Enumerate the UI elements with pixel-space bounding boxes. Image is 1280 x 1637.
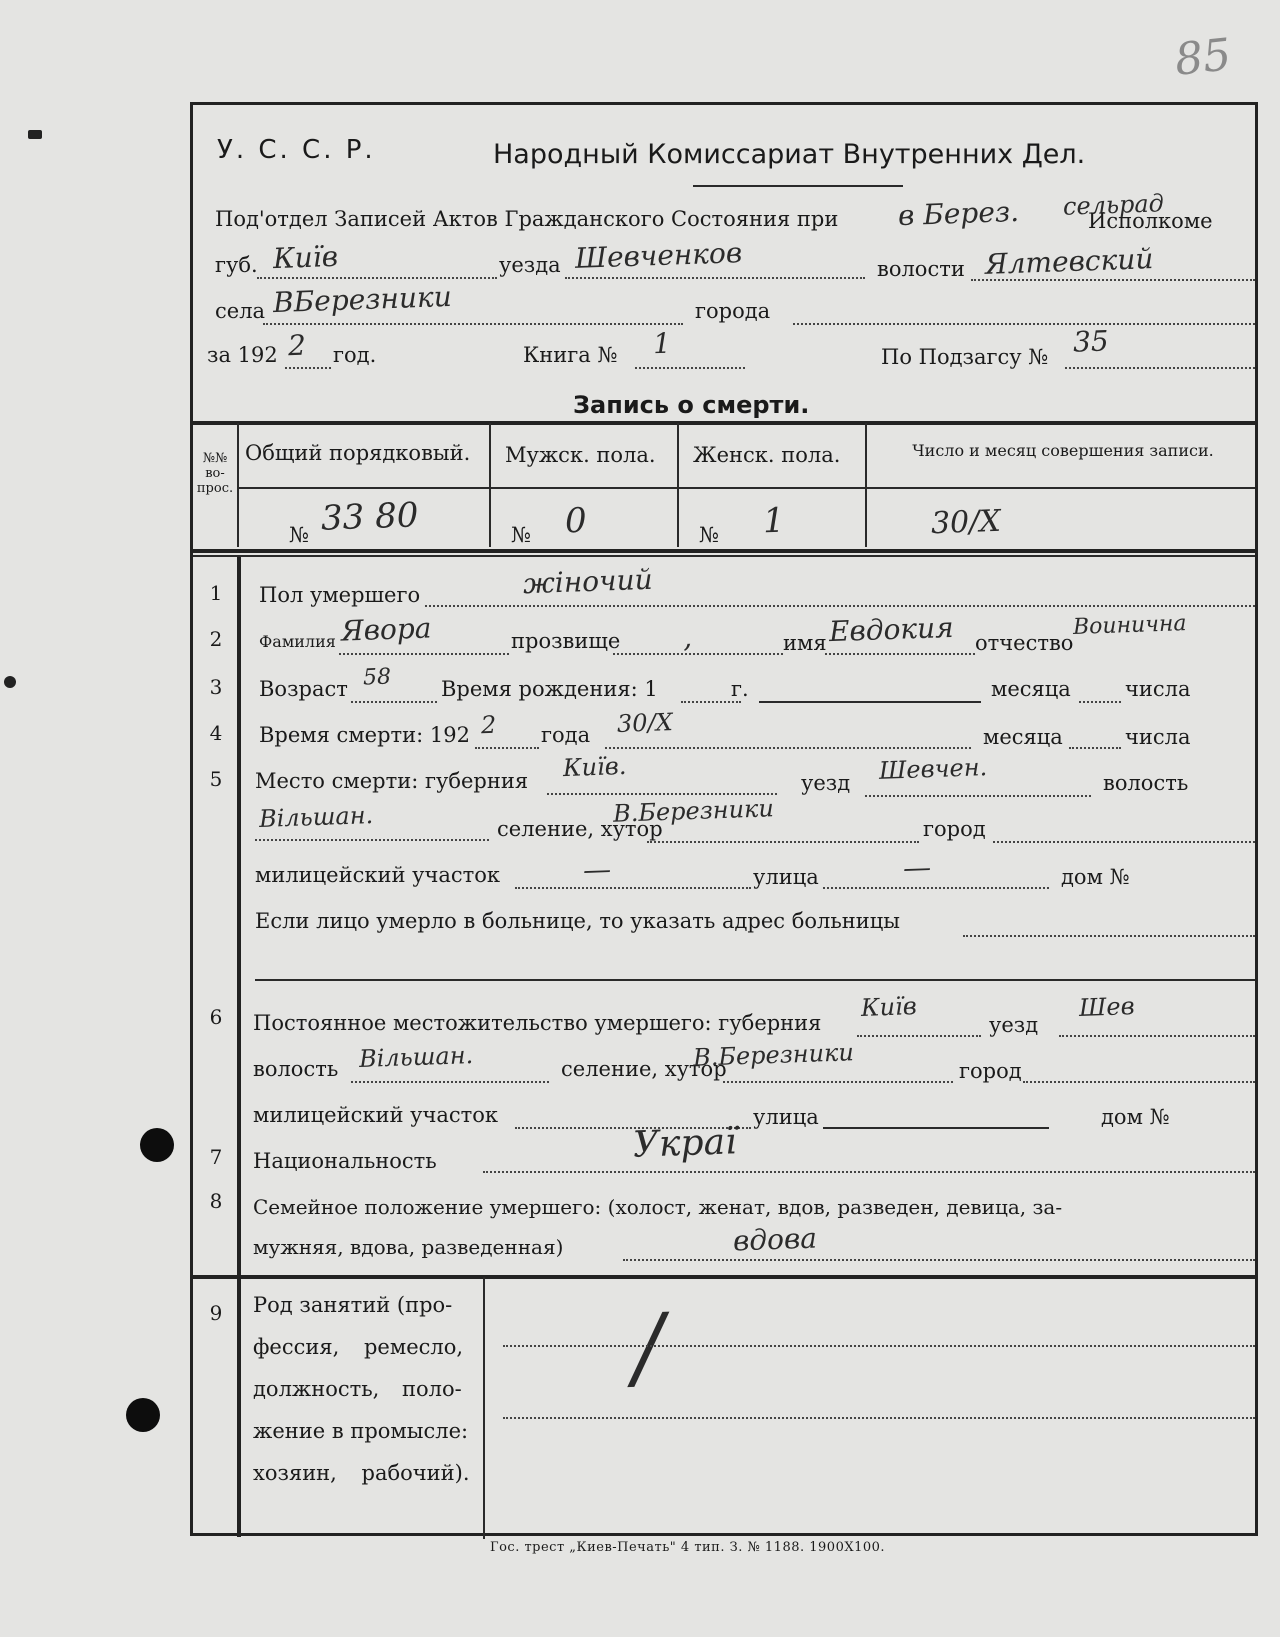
nickname-value: , — [682, 620, 693, 655]
general-value: 33 80 — [320, 495, 420, 539]
age-label: Возраст — [259, 677, 348, 701]
female-value: 1 — [762, 500, 786, 542]
occupation-label-4: жение в промысле: — [253, 1419, 469, 1443]
male-no-label: № — [511, 523, 531, 547]
death-year-label: года — [541, 723, 591, 747]
death-place-label: Место смерти: губерния — [255, 769, 529, 793]
subdept-label: Под'отдел Записей Актов Гражданского Состояния при — [215, 207, 839, 231]
death-gorod-label: город — [923, 817, 986, 841]
residence-gub-value: Київ — [860, 992, 918, 1022]
residence-house-label: дом № — [1101, 1105, 1170, 1129]
death-volost-value: Вільшан. — [258, 801, 374, 833]
year-prefix: за 192 — [207, 343, 278, 367]
row-number: 8 — [209, 1189, 223, 1213]
uezd-value: Шевченков — [574, 236, 743, 275]
uezd-label: уезда — [499, 253, 561, 277]
nationality-label: Национальность — [253, 1149, 437, 1173]
death-year-value: 2 — [480, 710, 497, 740]
col-male-header: Мужск. пола. — [505, 443, 656, 467]
selo-label: села — [215, 299, 266, 323]
gub-value: Київ — [272, 239, 339, 276]
col-date-header: Число и месяц совершения записи. — [912, 441, 1214, 460]
podzags-value: 35 — [1072, 324, 1110, 359]
residence-uezd-value: Шев — [1078, 992, 1136, 1022]
row-number: 6 — [209, 1005, 223, 1029]
death-house-label: дом № — [1061, 865, 1130, 889]
marital-label-cont: мужняя, вдова, разведенная) — [253, 1235, 564, 1259]
name-label: имя — [783, 631, 827, 655]
row-number: 4 — [209, 721, 223, 745]
subdept-value: в Берез. — [897, 194, 1020, 233]
col-q-header: №№ во- прос. — [196, 451, 234, 496]
row-number: 9 — [209, 1301, 223, 1325]
date-value: 30/Х — [930, 503, 1002, 542]
volost-label: волости — [877, 257, 965, 281]
occupation-label-1: Род занятий (про- — [253, 1293, 453, 1317]
patronymic-value: Воинична — [1072, 611, 1187, 640]
nickname-label: прозвище — [511, 629, 621, 653]
selo-value: ВБерезники — [272, 279, 453, 320]
ispolkom-label: Исполкоме — [1088, 209, 1213, 233]
title-rule — [693, 185, 903, 187]
marital-value: вдова — [732, 1221, 818, 1258]
republic-title: У. С. С. Р. — [217, 135, 376, 165]
birth-day-label: числа — [1125, 677, 1191, 701]
sex-label: Пол умершего — [259, 583, 421, 607]
record-title: Запись о смерти. — [573, 391, 810, 419]
year-value: 2 — [287, 328, 307, 363]
punch-hole-top — [140, 1128, 174, 1162]
residence-gorod-label: город — [959, 1059, 1022, 1083]
surname-label: Фамилия — [259, 632, 336, 651]
gub-label: губ. — [215, 253, 258, 277]
sex-value: жіночий — [522, 562, 654, 601]
death-date-value: 30/Х — [616, 708, 674, 738]
residence-selenie-label: селение, хутор — [561, 1057, 727, 1081]
death-militia-value: — — [582, 852, 612, 887]
nationality-value: Украї — [632, 1121, 738, 1166]
col-female-header: Женск. пола. — [693, 443, 841, 467]
row-number: 3 — [209, 675, 223, 699]
death-street-value: — — [902, 850, 932, 885]
death-volost-label: волость — [1103, 771, 1189, 795]
female-no-label: № — [699, 523, 719, 547]
residence-volost-value: Вільшан. — [358, 1041, 474, 1073]
residence-label: Постоянное местожительство умершего: губерния — [253, 1011, 822, 1035]
general-no-label: № — [289, 523, 309, 547]
residence-militia-label: милицейский участок — [253, 1103, 499, 1127]
hospital-label: Если лицо умерло в больнице, то указать адрес больницы — [255, 909, 900, 933]
occupation-value: / — [631, 1294, 666, 1401]
residence-uezd-label: уезд — [989, 1013, 1039, 1037]
death-selenie-value: В.Березники — [612, 794, 775, 828]
male-value: 0 — [564, 500, 588, 542]
residence-selenie-value: В.Березники — [692, 1038, 855, 1072]
death-selenie-label: селение, хутор — [497, 817, 663, 841]
birth-month-label: месяца — [991, 677, 1071, 701]
residence-street-label: улица — [753, 1105, 819, 1129]
age-value: 58 — [362, 664, 392, 691]
death-record-form — [190, 102, 1258, 1536]
col-general-header: Общий порядковый. — [245, 441, 471, 465]
row-number: 7 — [209, 1145, 223, 1169]
marital-label: Семейное положение умершего: (холост, женат, вдов, разведен, девица, за- — [253, 1195, 1063, 1219]
row-number: 5 — [209, 767, 223, 791]
birth-label: Время рождения: 1 — [441, 677, 658, 701]
book-value: 1 — [652, 326, 672, 361]
page-number: 85 — [1172, 29, 1234, 86]
row-number: 1 — [209, 581, 223, 605]
volost-value: Ялтевский — [984, 242, 1154, 281]
death-uezd-value: Шевчен. — [878, 753, 988, 785]
death-month-label: месяца — [983, 725, 1063, 749]
residence-volost-label: волость — [253, 1057, 339, 1081]
birth-year-suffix: г. — [731, 677, 749, 701]
death-militia-label: милицейский участок — [255, 863, 501, 887]
podzags-label: По Подзагсу № — [881, 345, 1049, 369]
death-time-label: Время смерти: 192 — [259, 723, 470, 747]
death-street-label: улица — [753, 865, 819, 889]
surname-value: Явора — [340, 611, 432, 648]
margin-mark — [28, 130, 42, 139]
name-value: Евдокия — [828, 610, 955, 649]
margin-mark — [4, 676, 16, 688]
occupation-label-2: фессия, ремесло, — [253, 1335, 464, 1359]
death-uezd-label: уезд — [801, 771, 851, 795]
occupation-label-3: должность, поло- — [253, 1377, 462, 1401]
patronymic-label: отчество — [975, 631, 1074, 655]
commissariat-title: Народный Комиссариат Внутренних Дел. — [493, 139, 1086, 170]
ispolkom-value: сельрад — [1062, 189, 1165, 221]
occupation-label-5: хозяин, рабочий). — [253, 1461, 470, 1485]
book-label: Книга № — [523, 343, 618, 367]
year-suffix: год. — [333, 343, 377, 367]
death-day-label: числа — [1125, 725, 1191, 749]
printer-footer: Гос. трест „Киев-Печать" 4 тип. З. № 1188. 1900Х100. — [490, 1540, 886, 1555]
gorod-label: города — [695, 299, 771, 323]
row-number: 2 — [209, 627, 223, 651]
punch-hole-bottom — [126, 1398, 160, 1432]
death-gub-value: Київ. — [562, 751, 627, 783]
